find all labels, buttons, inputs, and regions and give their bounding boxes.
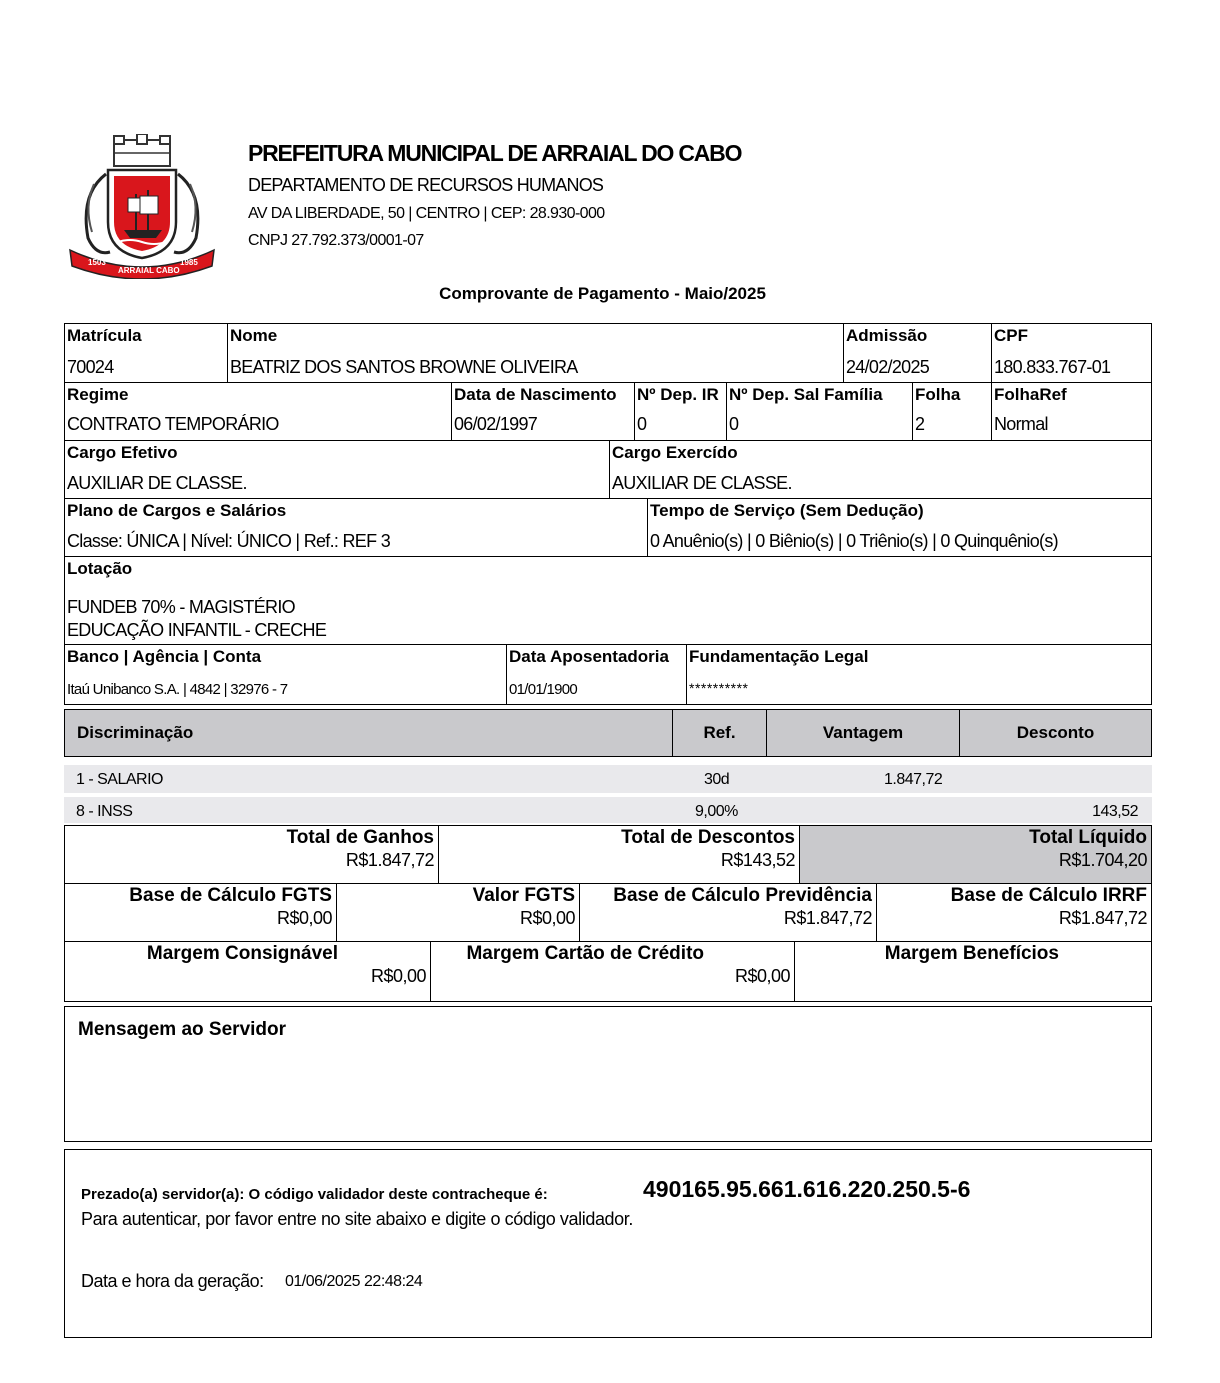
matricula-cell — [65, 324, 227, 382]
message-box — [64, 1006, 1152, 1142]
margem-cartao-label: Margem Cartão de Crédito — [466, 943, 704, 964]
total-liquido-cell — [799, 826, 1151, 883]
cargo-efetivo-label: Cargo Efetivo — [67, 443, 178, 462]
nascimento-cell — [451, 383, 634, 440]
nascimento-value: 06/02/1997 — [454, 414, 538, 434]
info-row-banco — [65, 645, 1151, 704]
dep-sal-value: 0 — [729, 414, 739, 434]
cargo-exercido-cell — [609, 441, 1151, 498]
validation-intro: Prezado(a) servidor(a): O código validador deste contracheque é: — [81, 1186, 548, 1203]
margem-benef-label: Margem Benefícios — [884, 943, 1059, 964]
matricula-value: 70024 — [67, 357, 114, 377]
total-descontos-cell — [438, 826, 799, 883]
department-name: DEPARTAMENTO DE RECURSOS HUMANOS — [248, 175, 604, 195]
municipality-title: PREFEITURA MUNICIPAL DE ARRAIAL DO CABO — [248, 140, 742, 166]
lotacao-cell — [65, 557, 1151, 644]
total-ganhos-cell — [65, 826, 438, 883]
admissao-label: Admissão — [846, 326, 928, 345]
margens-row — [64, 941, 1152, 1002]
banco-label: Banco | Agência | Conta — [67, 647, 262, 666]
fgts-valor-cell — [336, 884, 579, 941]
lotacao-line-2: EDUCAÇÃO INFANTIL - CRECHE — [67, 620, 327, 640]
fundamentacao-value: ********** — [689, 680, 749, 696]
row-desc: 8 - INSS — [76, 803, 133, 820]
fgts-valor-label: Valor FGTS — [472, 885, 575, 906]
employee-info-grid — [64, 323, 1152, 705]
table-row — [64, 797, 1152, 823]
prev-base-cell — [579, 884, 876, 941]
message-label: Mensagem ao Servidor — [78, 1019, 287, 1040]
total-liquido-value: R$1.704,20 — [1058, 850, 1147, 870]
cnpj: CNPJ 27.792.373/0001-07 — [248, 232, 424, 249]
col-header-vantagem: Vantagem — [766, 710, 959, 756]
dep-ir-value: 0 — [637, 414, 647, 434]
validation-box — [64, 1149, 1152, 1338]
cpf-cell — [991, 324, 1151, 382]
margem-consig-label: Margem Consignável — [146, 943, 338, 964]
prev-base-label: Base de Cálculo Previdência — [613, 885, 872, 906]
logo-motto: ARRAIAL CABO — [118, 266, 180, 275]
total-liquido-label: Total Líquido — [1029, 827, 1147, 848]
dep-ir-cell — [634, 383, 726, 440]
cargo-exercido-label: Cargo Exercído — [612, 443, 738, 462]
margem-benef-cell — [794, 942, 1151, 1001]
table-row — [64, 765, 1152, 793]
margem-consig-cell — [65, 942, 430, 1001]
bases-row — [64, 883, 1152, 942]
tempo-value: 0 Anuênio(s) | 0 Biênio(s) | 0 Triênio(s) | 0 Quinquênio(s) — [650, 531, 1058, 551]
info-row-cargo — [65, 441, 1151, 499]
aposentadoria-label: Data Aposentadoria — [509, 647, 669, 666]
admissao-value: 24/02/2025 — [846, 357, 930, 377]
plano-value: Classe: ÚNICA | Nível: ÚNICO | Ref.: REF 3 — [67, 531, 391, 551]
dep-sal-label: Nº Dep. Sal Família — [729, 385, 883, 404]
folha-value: 2 — [915, 414, 925, 434]
margem-cartao-value: R$0,00 — [734, 966, 790, 986]
address: AV DA LIBERDADE, 50 | CENTRO | CEP: 28.930-000 — [248, 205, 605, 222]
margem-cartao-cell — [430, 942, 794, 1001]
totals-row — [64, 825, 1152, 884]
admissao-cell — [843, 324, 991, 382]
fgts-base-cell — [65, 884, 336, 941]
cpf-value: 180.833.767-01 — [994, 357, 1111, 377]
dep-ir-label: Nº Dep. IR — [637, 385, 719, 404]
banco-value: Itaú Unibanco S.A. | 4842 | 32976 - 7 — [67, 681, 288, 698]
irrf-base-cell — [876, 884, 1151, 941]
cpf-label: CPF — [994, 326, 1028, 345]
lotacao-label: Lotação — [67, 559, 133, 578]
col-header-desconto: Desconto — [959, 710, 1151, 756]
folha-label: Folha — [915, 385, 961, 404]
regime-cell — [65, 383, 451, 440]
folharef-cell — [991, 383, 1151, 440]
total-descontos-label: Total de Descontos — [621, 827, 795, 848]
fgts-valor-value: R$0,00 — [519, 908, 575, 928]
logo-year-left: 1503 — [88, 258, 106, 267]
nascimento-label: Data de Nascimento — [454, 385, 617, 404]
logo-year-right: 1985 — [180, 258, 198, 267]
folha-cell — [912, 383, 991, 440]
generated-label: Data e hora da geração: — [81, 1271, 264, 1291]
regime-value: CONTRATO TEMPORÁRIO — [67, 414, 279, 434]
col-header-discriminacao: Discriminação — [77, 723, 194, 742]
fundamentacao-label: Fundamentação Legal — [689, 647, 869, 666]
total-descontos-value: R$143,52 — [720, 850, 795, 870]
info-row-plano — [65, 499, 1151, 557]
municipal-coat-of-arms-logo — [66, 134, 218, 279]
info-row-lotacao — [65, 557, 1151, 645]
irrf-base-label: Base de Cálculo IRRF — [950, 885, 1147, 906]
row-vantagem: 1.847,72 — [884, 771, 943, 788]
cargo-efetivo-cell — [65, 441, 609, 498]
col-header-ref: Ref. — [672, 710, 766, 756]
discriminacao-header — [64, 709, 1152, 757]
fgts-base-value: R$0,00 — [276, 908, 332, 928]
row-ref: 9,00% — [695, 803, 738, 820]
matricula-label: Matrícula — [67, 326, 142, 345]
nome-label: Nome — [230, 326, 278, 345]
row-desc: 1 - SALARIO — [76, 771, 163, 788]
dep-sal-cell — [726, 383, 912, 440]
aposentadoria-value: 01/01/1900 — [509, 681, 578, 698]
total-ganhos-label: Total de Ganhos — [286, 827, 434, 848]
total-ganhos-value: R$1.847,72 — [345, 850, 434, 870]
cargo-efetivo-value: AUXILIAR DE CLASSE. — [67, 473, 247, 493]
info-row-identity — [65, 324, 1151, 383]
irrf-base-value: R$1.847,72 — [1058, 908, 1147, 928]
nome-cell — [227, 324, 843, 382]
cargo-exercido-value: AUXILIAR DE CLASSE. — [612, 473, 792, 493]
tempo-label: Tempo de Serviço (Sem Dedução) — [650, 501, 924, 520]
row-ref: 30d — [704, 771, 730, 788]
validation-code: 490165.95.661.616.220.250.5-6 — [643, 1176, 971, 1202]
regime-label: Regime — [67, 385, 129, 404]
row-desconto: 143,52 — [1092, 803, 1138, 820]
folharef-label: FolhaRef — [994, 385, 1067, 404]
fgts-base-label: Base de Cálculo FGTS — [129, 885, 332, 906]
prev-base-value: R$1.847,72 — [783, 908, 872, 928]
nome-value: BEATRIZ DOS SANTOS BROWNE OLIVEIRA — [230, 357, 578, 377]
lotacao-line-1: FUNDEB 70% - MAGISTÉRIO — [67, 597, 295, 617]
plano-label: Plano de Cargos e Salários — [67, 501, 287, 520]
tempo-cell — [647, 499, 1151, 556]
fundamentacao-cell — [686, 645, 1151, 704]
aposentadoria-cell — [506, 645, 686, 704]
document-title: Comprovante de Pagamento - Maio/2025 — [439, 284, 766, 303]
folharef-value: Normal — [994, 414, 1048, 434]
plano-cell — [65, 499, 647, 556]
margem-consig-value: R$0,00 — [370, 966, 426, 986]
generated-timestamp: 01/06/2025 22:48:24 — [285, 1273, 423, 1290]
info-row-regime — [65, 383, 1151, 441]
banco-cell — [65, 645, 506, 704]
validation-instruction: Para autenticar, por favor entre no site abaixo e digite o código validador. — [81, 1209, 633, 1229]
